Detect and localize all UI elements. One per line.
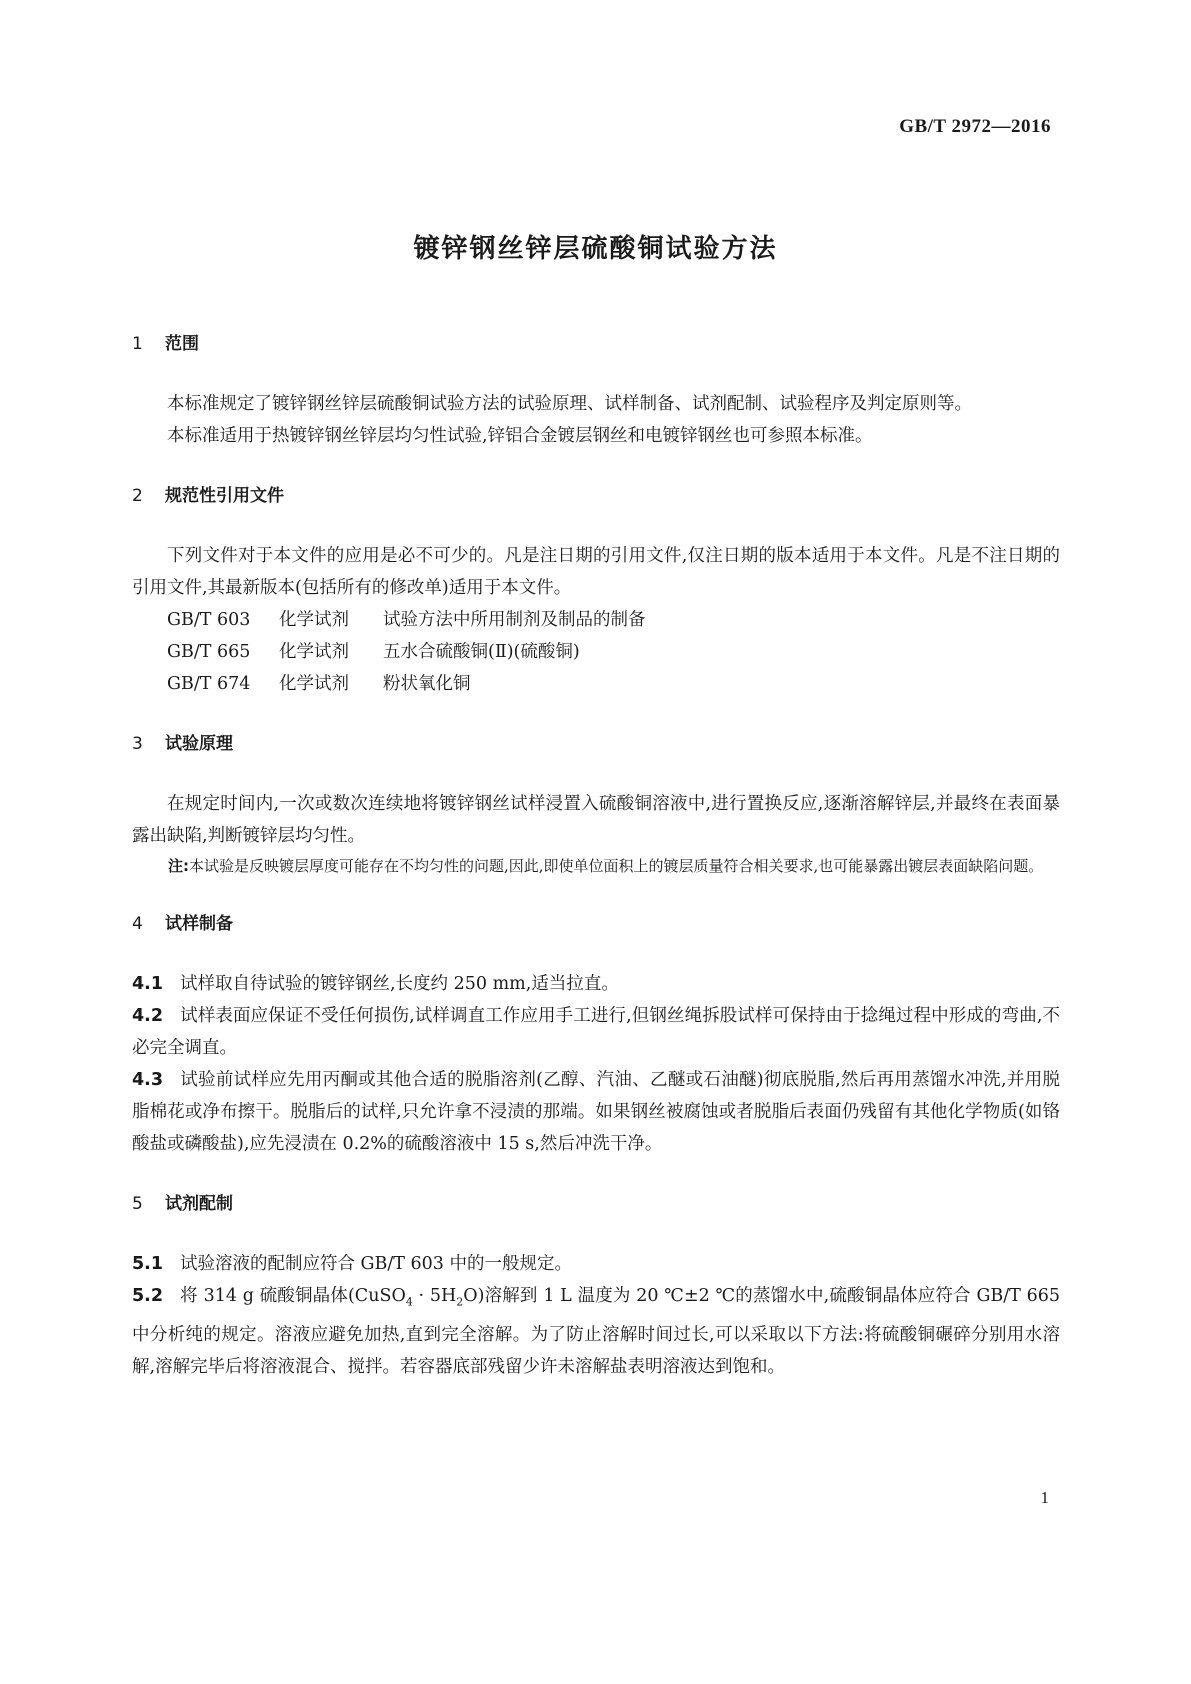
page-number: 1 (1040, 1488, 1049, 1507)
clause: 4.2 试样表面应保证不受任何损伤,试样调直工作应用手工进行,但钢丝绳拆股试样可保持由于捻绳过程中形成的弯曲,不必完全调直。 (132, 1006, 1060, 1058)
paragraph: 本标准规定了镀锌钢丝锌层硫酸铜试验方法的试验原理、试样制备、试剂配制、试验程序及判定原则等。 (167, 394, 972, 414)
section-heading: 1 范围 (132, 334, 199, 354)
normative-reference: GB/T 603 化学试剂 试验方法中所用制剂及制品的制备 (167, 610, 646, 630)
clause: 5.1 试验溶液的配制应符合 GB/T 603 中的一般规定。 (132, 1254, 572, 1274)
clause: 4.3 试验前试样应先用丙酮或其他合适的脱脂溶剂(乙醇、汽油、乙醚或石油醚)彻底脱脂,然后再用蒸馏水冲洗,并用脱脂棉花或净布擦干。脱脂后的试样,只允许拿不浸渍的那端。如果钢丝被腐蚀或者脱脂后表面仍残留有其他化学物质(如铬酸盐或磷酸盐),应先浸渍在 0.2%的硫酸溶液中 15 s,然后冲洗干净。 (132, 1070, 1060, 1154)
paragraph: 本标准适用于热镀锌钢丝锌层均匀性试验,锌铝合金镀层钢丝和电镀锌钢丝也可参照本标准。 (167, 426, 873, 446)
section-heading: 3 试验原理 (132, 734, 233, 754)
clause: 4.1 试样取自待试验的镀锌钢丝,长度约 250 mm,适当拉直。 (132, 974, 619, 994)
document-title: 镀锌钢丝锌层硫酸铜试验方法 (413, 234, 778, 264)
clause: 5.2 将 314 g 硫酸铜晶体(CuSO$_4$ · $5H_2O$)溶解到 1 L 温度为 20 ℃±2 ℃的蒸馏水中,硫酸铜晶体应符合 GB/T 665 中分析纯的规定。溶液应避免加热,直到完全溶解。为了防止溶解时间过长,可以采取以下方法:将硫酸铜碾碎分别用水溶解,溶解完毕后将溶液混合、搅拌。若容器底部残留少许未溶解盐表明溶液达到饱和。 (132, 1286, 1060, 1377)
paragraph: 在规定时间内,一次或数次连续地将镀锌钢丝试样浸置入硫酸铜溶液中,进行置换反应,逐渐溶解锌层,并最终在表面暴露出缺陷,判断镀锌层均匀性。 (132, 794, 1060, 846)
document-code: GB/T 2972—2016 (899, 116, 1051, 137)
normative-reference: GB/T 665 化学试剂 五水合硫酸铜(Ⅱ)(硫酸铜) (167, 642, 580, 662)
section-heading: 4 试样制备 (132, 914, 233, 934)
note: 注:本试验是反映镀层厚度可能存在不均匀性的问题,因此,即使单位面积上的镀层质量符合相关要求,也可能暴露出镀层表面缺陷问题。 (168, 857, 1044, 875)
document-body (132, 328, 1060, 1383)
section-heading: 5 试剂配制 (132, 1194, 233, 1214)
section-heading: 2 规范性引用文件 (132, 486, 284, 506)
paragraph: 下列文件对于本文件的应用是必不可少的。凡是注日期的引用文件,仅注日期的版本适用于本文件。凡是不注日期的引用文件,其最新版本(包括所有的修改单)适用于本文件。 (132, 546, 1060, 598)
normative-reference: GB/T 674 化学试剂 粉状氧化铜 (167, 674, 471, 694)
